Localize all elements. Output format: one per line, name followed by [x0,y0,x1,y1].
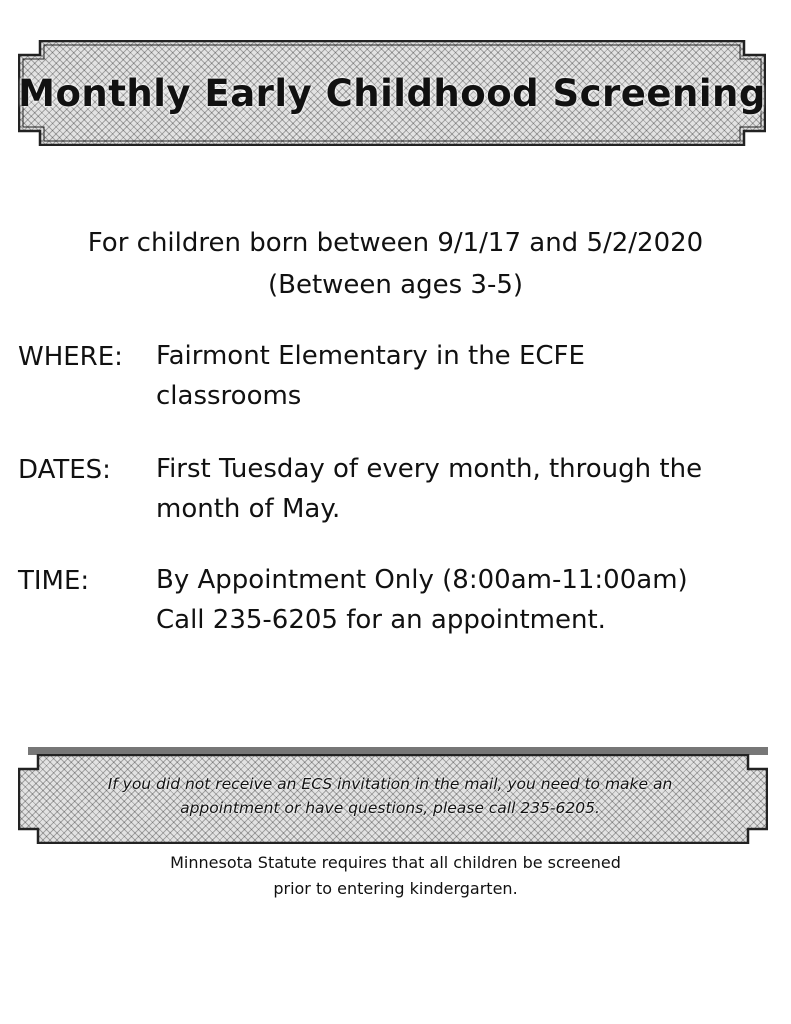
time-value [156,560,776,640]
page-title: Monthly Early Childhood Screening [18,71,766,115]
notice-line-1: If you did not receive an ECS invitation in the mail, you need to make an [107,775,673,793]
notice-banner-shadow [28,747,768,755]
dates-value [156,449,776,529]
statute-note [0,850,791,902]
time-line-2: Call 235-6205 for an appointment. [156,605,606,635]
where-value [156,336,776,416]
notice-text [40,772,740,820]
statute-line-2: prior to entering kindergarten. [273,879,518,898]
where-line-2: classrooms [156,381,302,411]
dates-label: DATES: [18,455,111,485]
time-label: TIME: [18,566,90,596]
time-line-1: By Appointment Only (8:00am-11:00am) [156,565,688,595]
eligibility-line-1: For children born between 9/1/17 and 5/2/2020 [87,228,704,258]
where-line-1: Fairmont Elementary in the ECFE [156,341,585,371]
eligibility-line-2: (Between ages 3-5) [267,270,524,300]
dates-line-1: First Tuesday of every month, through the [156,454,703,484]
dates-line-2: month of May. [156,494,341,524]
statute-line-1: Minnesota Statute requires that all children be screened [170,853,621,872]
where-label: WHERE: [18,342,123,372]
notice-line-2: appointment or have questions, please call 235-6205. [180,799,600,817]
